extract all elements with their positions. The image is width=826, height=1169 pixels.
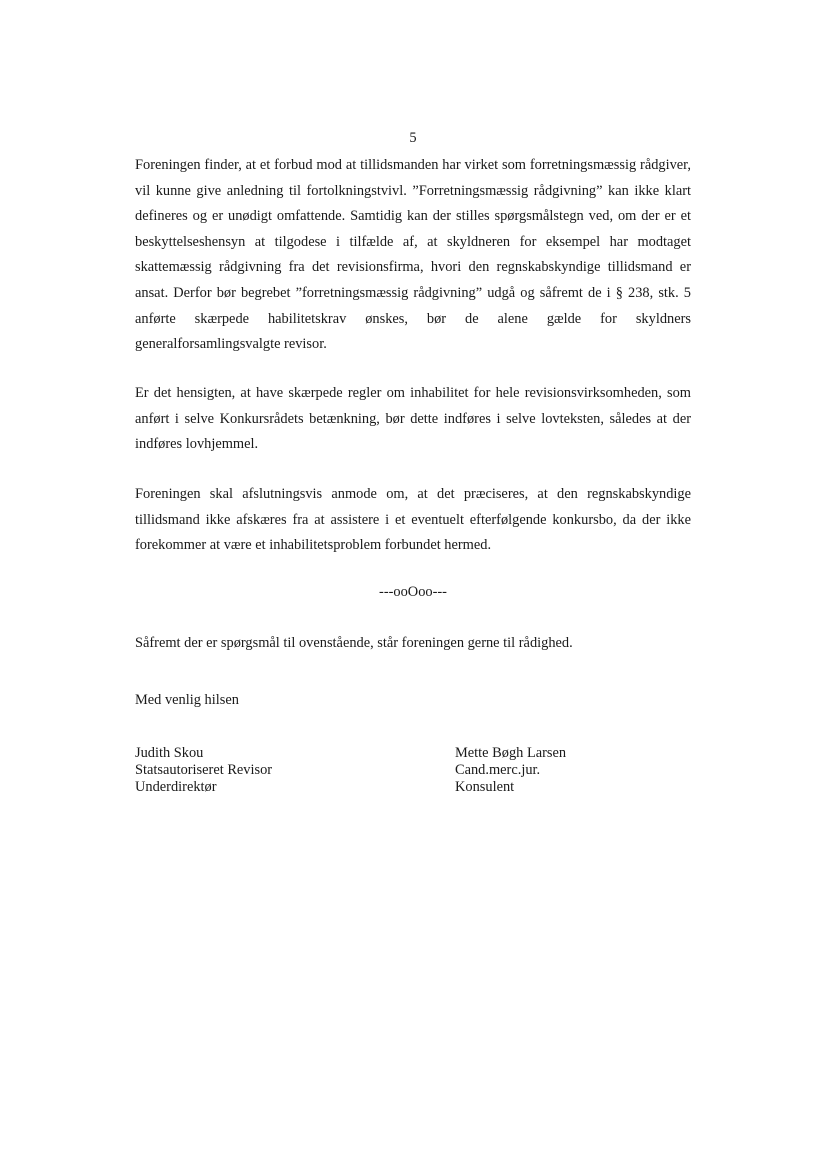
paragraph-afslutning: Foreningen skal afslutningsvis anmode om, at det præciseres, at den regnskabskyndige tillidsmand ikke afskæres fra at assistere i et eventuelt efterfølgende konkursbo, da der ikke forekommer at være et inhabilitetsproblem forbundet hermed. (135, 486, 691, 554)
signatory-title: Statsautoriseret Revisor (135, 762, 273, 778)
signature-left (135, 745, 272, 796)
signatory-name: Judith Skou (135, 745, 204, 761)
paragraph-inhabilitet: Er det hensigten, at have skærpede regler om inhabilitet for hele revisionsvirksomheden, som anført i selve Konkursrådets betænkning, bør dette indføres i selve lovteksten, således at der indføres lovhjemmel. (135, 385, 691, 453)
closing-line: Såfremt der er spørgsmål til ovenstående, står foreningen gerne til rådighed. (135, 635, 573, 651)
signatory-title: Cand.merc.jur. (455, 762, 541, 778)
paragraph-habilitet: Foreningen finder, at et forbud mod at tillidsmanden har virket som forretningsmæssig rådgiver, vil kunne give anledning til fortolkningstvivl. ”Forretningsmæssig rådgivning” kan ikke klart defineres og er unødigt omfattende. Samtidig kan der stilles spørgsmålstegn ved, om der er et beskyttelseshensyn at tilgodese i tilfælde af, at skyldneren for eksempel har modtaget skattemæssig rådgivning fra det revisionsfirma, hvori den regnskabskyndige tillidsmand er ansat. Derfor bør begrebet ”forretningsmæssig rådgivning” udgå og såfremt de i § 238, stk. 5 anførte skærpede habilitetskrav ønskes, bør de alene gælde for skyldners generalforsamlingsvalgte revisor. (135, 157, 691, 353)
section-separator: ---ooOoo--- (379, 584, 447, 600)
page-number: 5 (409, 130, 417, 146)
signatory-position: Underdirektør (135, 779, 217, 795)
signatory-name: Mette Bøgh Larsen (455, 745, 567, 761)
signatory-position: Konsulent (455, 779, 515, 795)
signature-right (455, 745, 566, 796)
greeting: Med venlig hilsen (135, 692, 239, 708)
